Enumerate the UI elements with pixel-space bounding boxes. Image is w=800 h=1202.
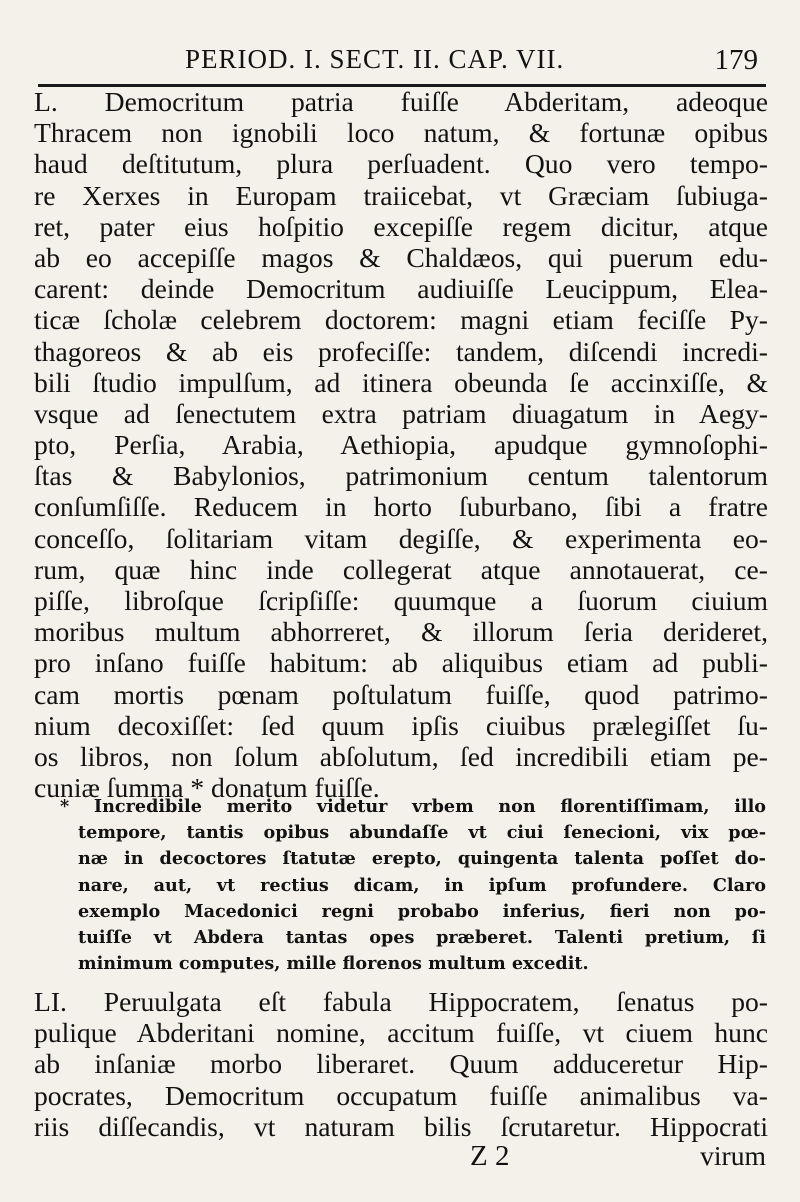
page-header	[40, 42, 770, 82]
footnote	[60, 794, 766, 977]
text-line: Thracem non ignobili loco natum, & fortunæ opibus	[34, 117, 768, 149]
catchword: virum	[700, 1140, 766, 1171]
text-line: næ in decoctores ſtatutæ erepto, quingenta talenta poſſet do-	[78, 848, 766, 870]
text-line: ab inſaniæ morbo liberaret. Quum adduceretur Hip-	[34, 1048, 768, 1080]
text-line: L. Democritum patria fuiſſe Abderitam, adeoque	[34, 86, 768, 117]
text-line: LI. Peruulgata eſt fabula Hippocratem, ſenatus po-	[34, 986, 768, 1017]
paragraph-50	[34, 86, 768, 803]
text-line: tuiſſe vt Abdera tantas opes præberet. Talenti pretium, ſi	[78, 926, 766, 948]
text-line: nium decoxiſſet: ſed quum ipſis ciuibus prælegiſſet ſu-	[34, 709, 768, 741]
text-line: minimum computes, mille florenos multum excedit.	[78, 953, 589, 975]
text-line: conſumſiſſe. Reducem in horto ſuburbano, ſibi a fratre	[34, 491, 768, 523]
text-line: tempore, tantis opibus abundaſſe vt ciui ſenecioni, vix pœ-	[78, 822, 766, 844]
text-line: riis diſſecandis, vt naturam bilis ſcrutaretur. Hippocrati	[34, 1110, 768, 1142]
text-line: * Incredibile merito videtur vrbem non florentiſſimam, illo	[60, 796, 766, 817]
text-line: thagoreos & ab eis profeciſſe: tandem, diſcendi incredi-	[34, 335, 768, 367]
signature-mark: Z 2	[470, 1140, 510, 1172]
text-line: vsque ad ſenectutem extra patriam diuagatum in Aegy-	[34, 397, 768, 429]
text-line: nare, aut, vt rectius dicam, in ipſum profundere. Claro	[78, 874, 766, 896]
text-line: carent: deinde Democritum audiuiſſe Leucippum, Elea-	[34, 273, 768, 305]
text-line: ſtas & Babylonios, patrimonium centum talentorum	[34, 460, 768, 492]
text-line: moribus multum abhorreret, & illorum ſeria derideret,	[34, 616, 768, 648]
text-line: os libros, non ſolum abſolutum, ſed incredibili etiam pe-	[34, 740, 768, 772]
text-line: ab eo accepiſſe magos & Chaldæos, qui puerum edu-	[34, 241, 768, 273]
text-line: cam mortis pœnam poſtulatum fuiſſe, quod patrimo-	[34, 678, 768, 710]
running-head: PERIOD. I. SECT. II. CAP. VII.	[185, 44, 565, 74]
text-line: conceſſo, ſolitariam vitam degiſſe, & experimenta eo-	[34, 522, 768, 554]
paragraph-51	[34, 986, 768, 1142]
text-line: cuniæ ſumma * donatum fuiſſe.	[34, 772, 380, 804]
text-line: pocrates, Democritum occupatum fuiſſe animalibus va-	[34, 1079, 768, 1111]
text-line: haud deſtitutum, plura perſuadent. Quo vero tempo-	[34, 148, 768, 180]
text-line: ret, pater eius hoſpitio excepiſſe regem dicitur, atque	[34, 210, 768, 242]
text-line: bili ſtudio impulſum, ad itinera obeunda ſe accinxiſſe, &	[34, 366, 768, 398]
text-line: pto, Perſia, Arabia, Aethiopia, apudque gymnoſophi-	[34, 429, 768, 461]
text-line: re Xerxes in Europam traiicebat, vt Græciam ſubiuga-	[34, 179, 768, 211]
text-line: rum, quæ hinc inde collegerat atque annotauerat, ce-	[34, 553, 768, 585]
text-line: ticæ ſcholæ celebrem doctorem: magni etiam feciſſe Py-	[34, 304, 768, 336]
text-line: piſſe, libroſque ſcripſiſſe: quumque a ſuorum ciuium	[34, 585, 768, 616]
text-line: pro inſano fuiſſe habitum: ab aliquibus etiam ad publi-	[34, 647, 768, 679]
page-number: 179	[714, 44, 758, 76]
text-line: pulique Abderitani nomine, accitum fuiſſe, vt ciuem hunc	[34, 1017, 768, 1049]
text-line: exemplo Macedonici regni probabo inferius, fieri non po-	[78, 900, 766, 922]
